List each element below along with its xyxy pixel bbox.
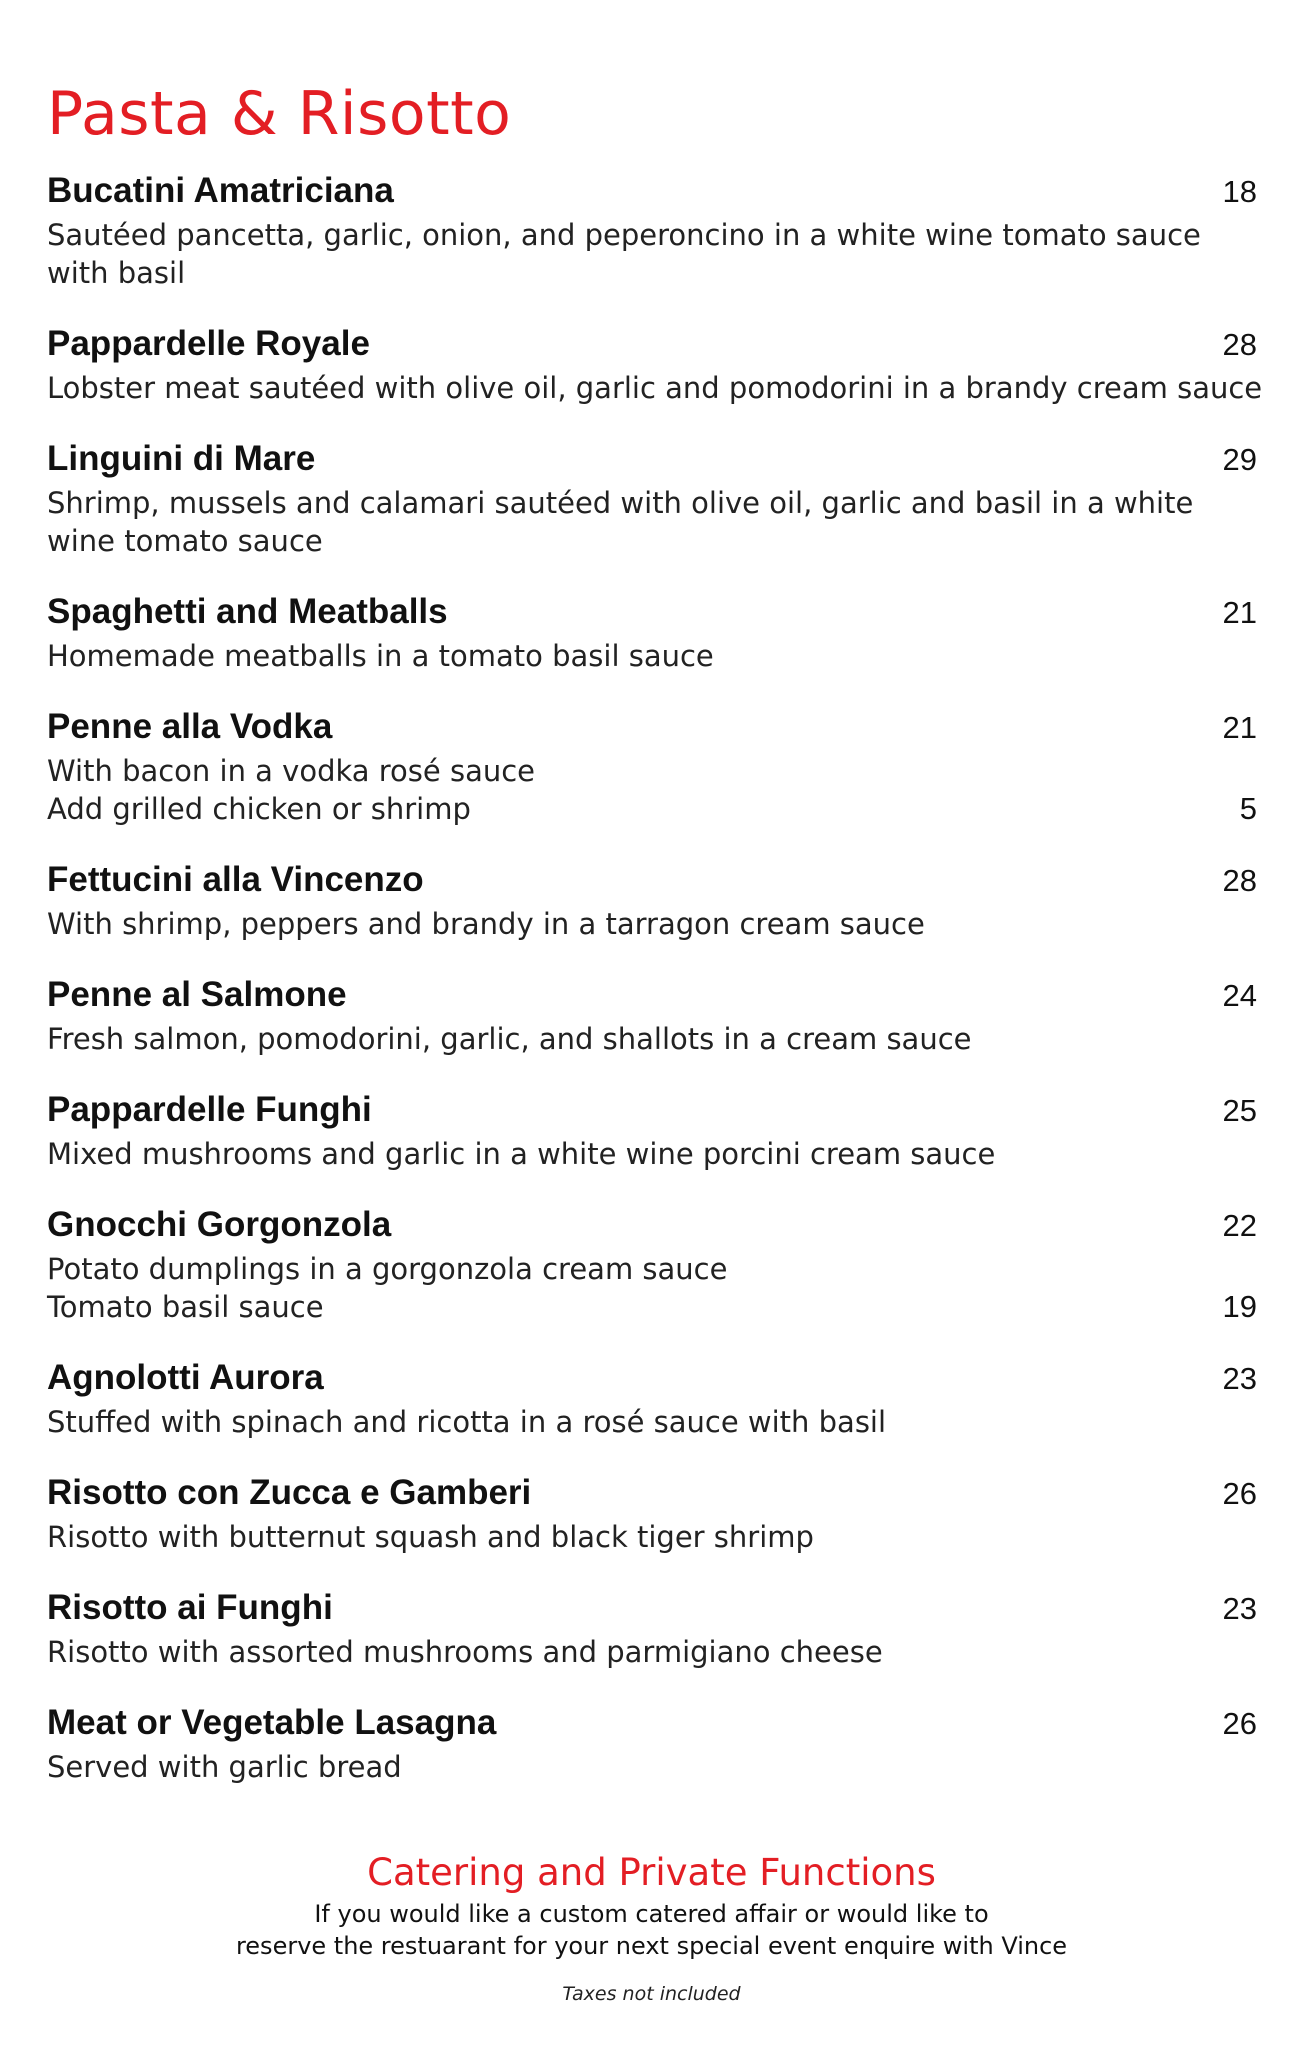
menu-item-header [47,1583,1257,1633]
catering-section [0,1848,1303,1962]
menu-item [47,434,1257,560]
menu-item-description: Risotto with assorted mushrooms and parmigiano cheese [47,1635,883,1669]
menu-item-header [47,1200,1257,1250]
menu-item-price: 28 [1222,327,1257,362]
menu-item-description: With shrimp, peppers and brandy in a tarragon cream sauce [47,907,925,941]
menu-item-option [47,790,1257,828]
menu-item-description: Mixed mushrooms and garlic in a white wine porcini cream sauce [47,1137,996,1171]
menu-item [47,702,1257,828]
menu-item-header [47,1353,1257,1403]
menu-item-description: Stuffed with spinach and ricotta in a rosé sauce with basil [47,1405,887,1439]
menu-item-name: Fettucini alla Vincenzo [47,860,424,899]
menu-item [47,970,1257,1058]
menu-item-description-line [47,1020,1257,1058]
menu-item [47,166,1257,292]
menu-item-description: Potato dumplings in a gorgonzola cream sauce [47,1252,728,1286]
menu-item-name: Agnolotti Aurora [47,1358,324,1397]
menu-item-name: Gnocchi Gorgonzola [47,1205,392,1244]
menu-item-description-line [47,522,1257,560]
menu-item-option-text: Tomato basil sauce [47,1290,324,1324]
menu-item-price: 21 [1222,595,1257,630]
menu-item-option-price: 5 [1239,791,1257,826]
menu-item-description-line [47,1633,1257,1671]
menu-item-description-line [47,1748,1257,1786]
menu-item-description: Risotto with butternut squash and black tiger shrimp [47,1520,814,1554]
menu-item-price: 18 [1222,174,1257,209]
menu-item-header [47,166,1257,216]
menu-item-description-line [47,905,1257,943]
menu-item-name: Risotto ai Funghi [47,1588,333,1627]
menu-item-name: Bucatini Amatriciana [47,171,394,210]
menu-item-price: 23 [1222,1591,1257,1626]
menu-item-description: Lobster meat sautéed with olive oil, garlic and pomodorini in a brandy cream sauce [47,371,1263,405]
page-title: Pasta & Risotto [47,79,512,149]
menu-list [47,166,1263,1813]
menu-item-header [47,319,1257,369]
menu-item-price: 28 [1222,863,1257,898]
menu-item-header [47,434,1257,484]
menu-item-name: Meat or Vegetable Lasagna [47,1703,497,1742]
menu-item-header [47,1468,1257,1518]
menu-item-description: Sautéed pancetta, garlic, onion, and peperoncino in a white wine tomato sauce [47,218,1201,252]
menu-item-option-price: 19 [1222,1289,1257,1324]
catering-line-1: If you would like a custom catered affair or would like to [314,1900,989,1928]
menu-item-price: 25 [1222,1093,1257,1128]
menu-item-price: 23 [1222,1361,1257,1396]
menu-item [47,319,1263,407]
menu-item [47,855,1257,943]
menu-item-header [47,587,1257,637]
menu-item-description: Homemade meatballs in a tomato basil sauce [47,639,714,673]
menu-item-description-line [47,254,1257,292]
menu-item [47,1583,1257,1671]
catering-line-2: reserve the restuarant for your next special event enquire with Vince [235,1932,1068,1960]
catering-title: Catering and Private Functions [367,1851,936,1894]
menu-item-price: 21 [1222,710,1257,745]
menu-item [47,1200,1257,1326]
menu-item-price: 26 [1222,1476,1257,1511]
menu-item [47,1468,1257,1556]
menu-item-description: Fresh salmon, pomodorini, garlic, and shallots in a cream sauce [47,1022,972,1056]
menu-item [47,1085,1257,1173]
menu-item-name: Pappardelle Royale [47,324,370,363]
menu-item-price: 22 [1222,1208,1257,1243]
menu-item-name: Risotto con Zucca e Gamberi [47,1473,532,1512]
menu-item [47,1698,1257,1786]
menu-item-name: Pappardelle Funghi [47,1090,372,1129]
menu-item-header [47,1085,1257,1135]
menu-item-description-line [47,752,1257,790]
menu-item-description: Shrimp, mussels and calamari sautéed with olive oil, garlic and basil in a white [47,486,1194,520]
menu-item-name: Linguini di Mare [47,439,316,478]
menu-item-price: 26 [1222,1706,1257,1741]
menu-item-description-line [47,1403,1257,1441]
menu-item-description: Served with garlic bread [47,1750,402,1784]
menu-item-price: 29 [1222,442,1257,477]
menu-item-description: With bacon in a vodka rosé sauce [47,754,536,788]
menu-item-name: Penne alla Vodka [47,707,333,746]
menu-item-description-line [47,216,1257,254]
menu-item-header [47,970,1257,1020]
taxes-note: Taxes not included [562,1983,741,2005]
menu-item-name: Penne al Salmone [47,975,347,1014]
menu-item-description-line [47,484,1257,522]
menu-item-header [47,855,1257,905]
menu-item [47,587,1257,675]
menu-item-description-line [47,637,1257,675]
menu-item-description-line [47,1135,1257,1173]
menu-item-option [47,1288,1257,1326]
menu-item-header [47,1698,1257,1748]
menu-item-price: 24 [1222,978,1257,1013]
menu-item-description-line [47,1518,1257,1556]
menu-item [47,1353,1257,1441]
menu-item-description-line [47,369,1263,407]
menu-item-description: with basil [47,256,186,290]
menu-item-header [47,702,1257,752]
menu-item-description-line [47,1250,1257,1288]
menu-item-option-text: Add grilled chicken or shrimp [47,792,471,826]
menu-item-name: Spaghetti and Meatballs [47,592,448,631]
menu-item-description: wine tomato sauce [47,524,323,558]
